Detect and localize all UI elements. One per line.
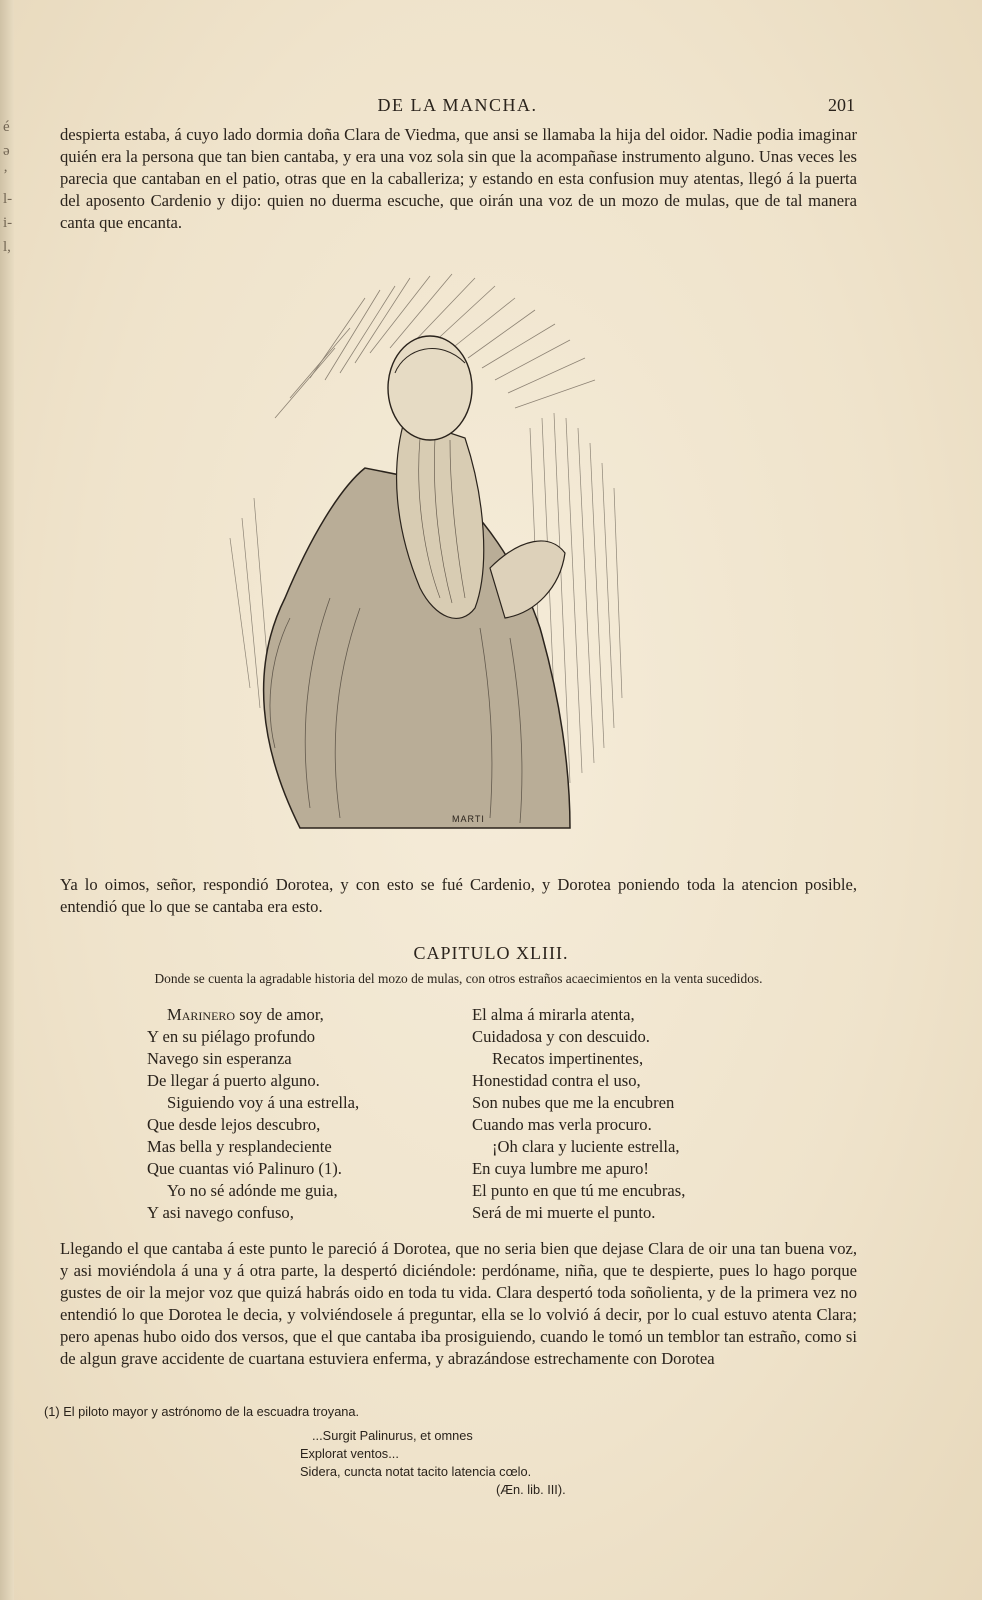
verse-column-right (472, 1004, 685, 1224)
page-header (60, 95, 855, 119)
facing-page-edge-text: é ə ’ l- i- l, (3, 119, 13, 255)
footnote: (1) El piloto mayor y astrónomo de la escuadra troyana. (44, 1404, 360, 1419)
latin-line: Sidera, cuncta notat tacito latencia cœlo. (300, 1464, 532, 1479)
verse-line: En cuya lumbre me apuro! (472, 1159, 649, 1178)
verse-line: Cuando mas verla procuro. (472, 1115, 652, 1134)
paragraph-top: despierta estaba, á cuyo lado dormia doña Clara de Viedma, que ansi se llamaba la hija del oidor. Nadie podia imaginar quién era la persona que tan bien cantaba, y era una voz sola sin que la acompañase instrumento alguno. Unas veces les parecia que cantaban en el patio, otras que en la caballeriza; y estando en esta confusion muy atentas, llegó á la puerta del aposento Cardenio y dijo: quien no duerma escuche, que oirán una voz de un mozo de mulas, que de tal manera canta que encanta. (60, 125, 857, 232)
latin-source: (Æn. lib. III). (496, 1482, 566, 1497)
verse-line: Y asi navego confuso, (147, 1203, 294, 1222)
engraving (190, 268, 710, 836)
verse-line: Navego sin esperanza (147, 1049, 292, 1068)
verse-line: Que desde lejos descubro, (147, 1115, 321, 1134)
paragraph-middle: Ya lo oimos, señor, respondió Dorotea, y con esto se fué Cardenio, y Dorotea poniendo toda la atencion posible, entendió que lo que se cantaba era esto. (60, 875, 857, 916)
illustration-bearded-man-praying (190, 268, 710, 836)
verse-line: Y en su piélago profundo (147, 1027, 316, 1046)
chapter-title: CAPITULO XLIII. (413, 943, 569, 963)
verse-line: De llegar á puerto alguno. (147, 1071, 320, 1090)
chapter-summary: Donde se cuenta la agradable historia del mozo de mulas, con otros estraños acaecimientos en la venta sucedidos. (154, 971, 763, 986)
verse-initial-word: Marinero (167, 1005, 236, 1024)
verse-line: El punto en que tú me encubras, (472, 1181, 686, 1200)
figure-head (388, 336, 472, 440)
verse-line: Marinero soy de amor, (167, 1005, 324, 1024)
artist-signature: MARTI (452, 814, 485, 824)
verse-line: El alma á mirarla atenta, (472, 1005, 635, 1024)
running-title: DE LA MANCHA. (377, 95, 538, 115)
verse-line: Recatos impertinentes, (492, 1049, 644, 1068)
latin-line: ...Surgit Palinurus, et omnes (312, 1428, 473, 1443)
latin-line: Explorat ventos... (300, 1446, 399, 1461)
verse-line: Será de mi muerte el punto. (472, 1203, 656, 1222)
verse-line: ¡Oh clara y luciente estrella, (492, 1137, 680, 1156)
verse-line: Que cuantas vió Palinuro (1). (147, 1159, 342, 1178)
verse-line: Siguiendo voy á una estrella, (167, 1093, 360, 1112)
verse-line: Yo no sé adónde me guia, (167, 1181, 338, 1200)
page-number: 201 (828, 95, 855, 115)
verse-line: Mas bella y resplandeciente (147, 1137, 332, 1156)
verse-line: Son nubes que me la encubren (472, 1093, 675, 1112)
verse-column-left (147, 1004, 359, 1224)
latin-quotation (300, 1427, 566, 1499)
verse-line: Honestidad contra el uso, (472, 1071, 641, 1090)
verse-line: Cuidadosa y con descuido. (472, 1027, 650, 1046)
paragraph-bottom: Llegando el que cantaba á este punto le pareció á Dorotea, que no seria bien que dejase Clara de oir una tan buena voz, y asi moviéndola á una y á otra parte, la despertó diciéndole: perdóname, niña, que te despierte, pues lo hago porque gustes de oir la mejor voz que quizá habrás oido en toda tu vida. Clara despertó toda soñolienta, y de la primera vez no entendió lo que Dorotea le decia, y volviéndosele á preguntar, ella se lo volvió á decir, por lo cual estuvo atenta Clara; pero apenas hubo oido dos versos, que el que cantaba iba prosiguiendo, cuando le tomó un temblor tan estraño, como si de algun grave accidente de cuartana estuviera enferma, y abrazándose estrechamente con Dorotea (60, 1239, 857, 1368)
